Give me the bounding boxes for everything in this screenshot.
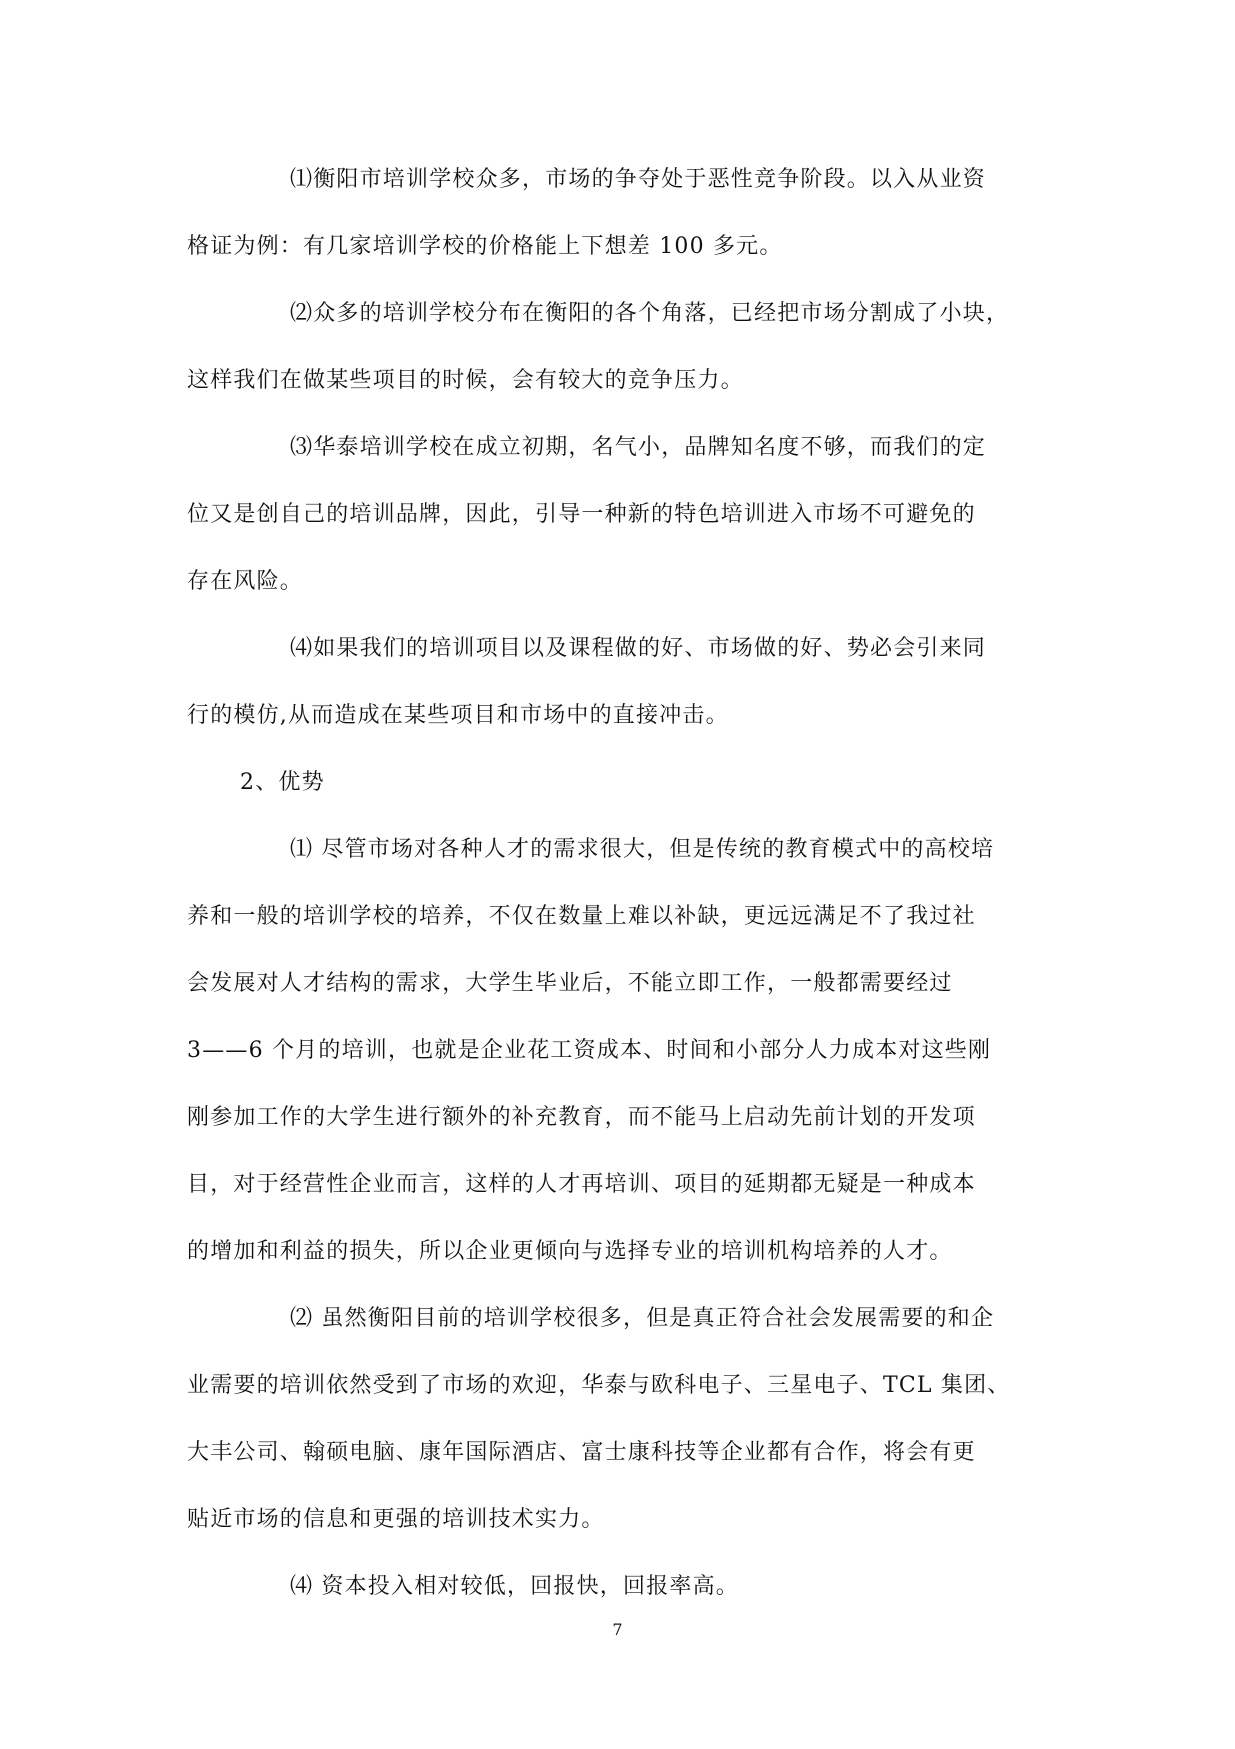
- paragraph-line: ⑴ 尽管市场对各种人才的需求很大，但是传统的教育模式中的高校培: [290, 837, 995, 862]
- paragraph-line: 行的模仿,从而造成在某些项目和市场中的直接冲击。: [187, 703, 729, 728]
- paragraph-line: 这样我们在做某些项目的时候，会有较大的竞争压力。: [187, 368, 744, 393]
- paragraph-line: 存在风险。: [187, 569, 304, 594]
- paragraph-line: ⑴衡阳市培训学校众多，市场的争夺处于恶性竞争阶段。以入从业资: [290, 167, 987, 192]
- paragraph-line: 目，对于经营性企业而言，这样的人才再培训、项目的延期都无疑是一种成本: [187, 1172, 976, 1197]
- paragraph-line: ⑵ 虽然衡阳目前的培训学校很多，但是真正符合社会发展需要的和企: [290, 1306, 995, 1331]
- paragraph-line: 贴近市场的信息和更强的培训技术实力。: [187, 1507, 605, 1532]
- paragraph-line: 位又是创自己的培训品牌，因此，引导一种新的特色培训进入市场不可避免的: [187, 502, 976, 527]
- paragraph-line: 刚参加工作的大学生进行额外的补充教育，而不能马上启动先前计划的开发项: [187, 1105, 976, 1130]
- paragraph-line: 格证为例：有几家培训学校的价格能上下想差 100 多元。: [187, 234, 783, 259]
- page-number: 7: [612, 1620, 623, 1639]
- paragraph-line: 3——6 个月的培训，也就是企业花工资成本、时间和小部分人力成本对这些刚: [187, 1038, 992, 1063]
- paragraph-line: 会发展对人才结构的需求，大学生毕业后，不能立即工作，一般都需要经过: [187, 971, 953, 996]
- paragraph-line: 业需要的培训依然受到了市场的欢迎，华泰与欧科电子、三星电子、TCL 集团、: [187, 1373, 1011, 1398]
- paragraph-line: ⑶华泰培训学校在成立初期，名气小，品牌知名度不够，而我们的定: [290, 435, 987, 460]
- paragraph-line: ⑵众多的培训学校分布在衡阳的各个角落，已经把市场分割成了小块，: [290, 301, 1010, 326]
- section-heading: 2、优势: [240, 770, 325, 795]
- paragraph-line: ⑷ 资本投入相对较低，回报快，回报率高。: [290, 1574, 739, 1599]
- paragraph-line: 大丰公司、翰硕电脑、康年国际酒店、富士康科技等企业都有合作，将会有更: [187, 1440, 976, 1465]
- paragraph-line: ⑷如果我们的培训项目以及课程做的好、市场做的好、势必会引来同: [290, 636, 987, 661]
- paragraph-line: 养和一般的培训学校的培养，不仅在数量上难以补缺，更远远满足不了我过社: [187, 904, 976, 929]
- paragraph-line: 的增加和利益的损失，所以企业更倾向与选择专业的培训机构培养的人才。: [187, 1239, 953, 1264]
